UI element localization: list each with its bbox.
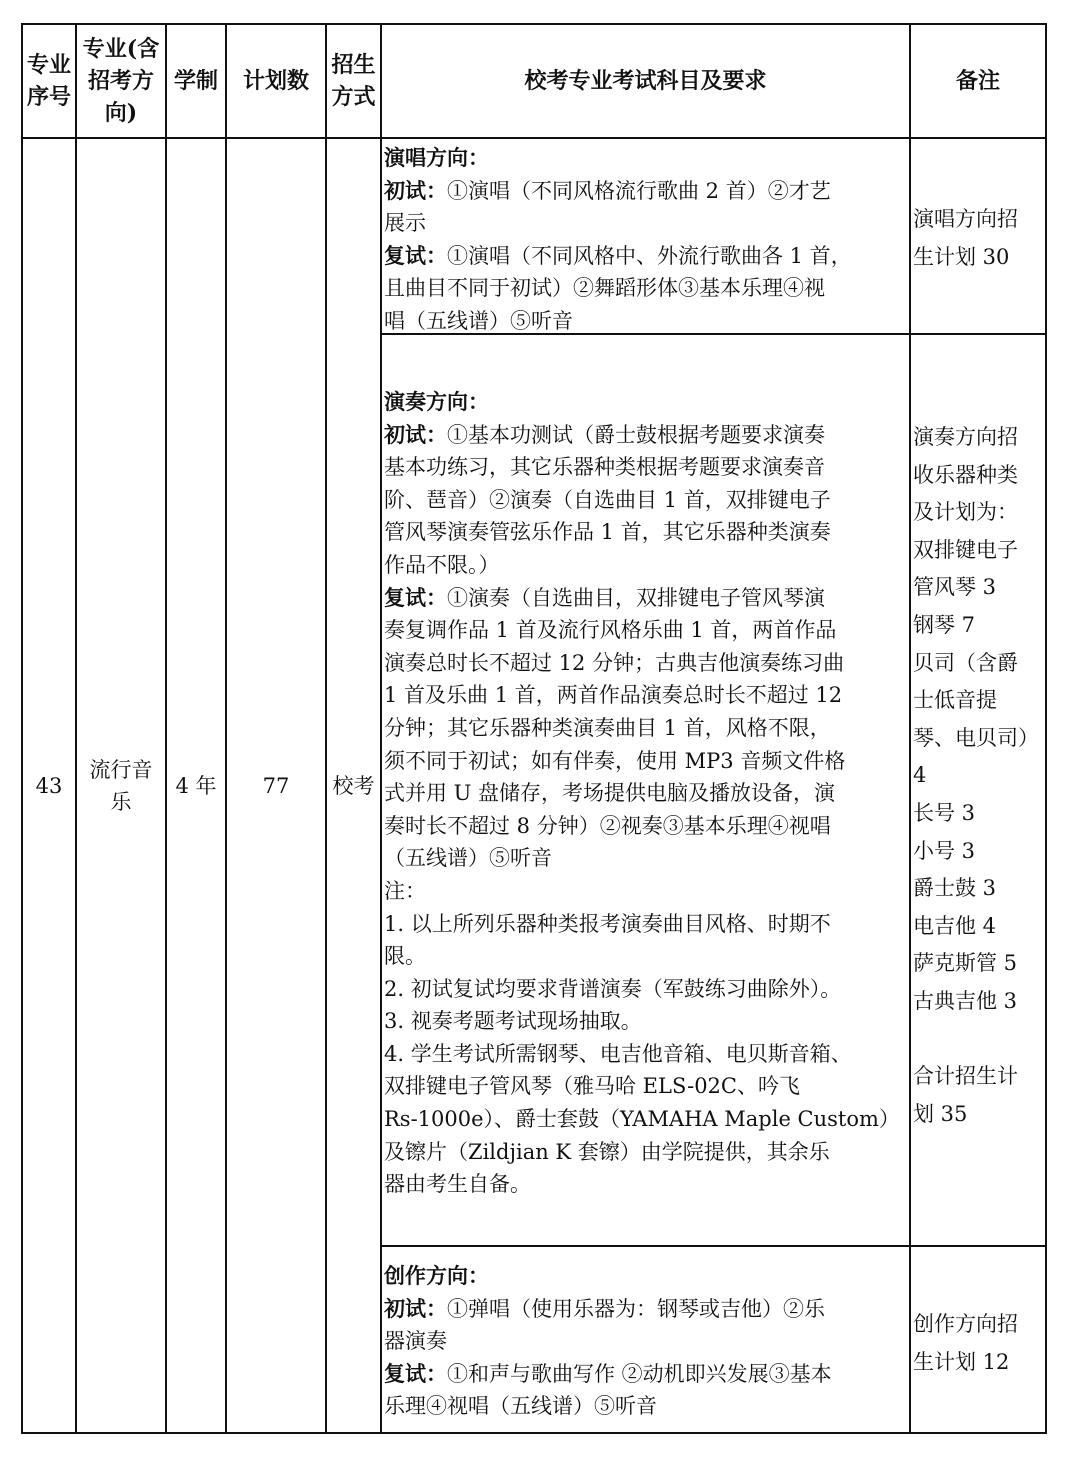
requirement-line: [384, 614, 900, 647]
requirement-line: [384, 484, 900, 517]
requirement-line: [384, 240, 852, 273]
requirement-text: 注：: [384, 878, 426, 903]
requirement-line: [384, 973, 900, 1006]
requirement-line: [384, 305, 852, 338]
requirement-label: 复试：: [384, 584, 447, 610]
requirement-text: 限。: [384, 944, 426, 969]
singing-remarks: [913, 201, 1018, 276]
requirement-text: 作品不限。）: [384, 552, 500, 577]
requirement-line: [384, 207, 852, 240]
remark-line: 贝司（含爵: [913, 650, 1018, 675]
requirement-text: 1. 以上所列乐器种类报考演奏曲目风格、时期不: [384, 911, 831, 936]
requirement-text: 2. 初试复试均要求背谱演奏（军鼓练习曲除外）。: [384, 976, 842, 1001]
header-text: 招生: [331, 52, 376, 78]
col-line: [1045, 23, 1047, 1434]
requirement-text: 及镲片（Zildjian K 套镲）由学院提供，其余乐: [384, 1139, 830, 1164]
requirement-text: 器演奏: [384, 1329, 447, 1354]
remark-line: 生计划 30: [913, 244, 1010, 269]
requirement-text: 式并用 U 盘储存，考场提供电脑及播放设备，演: [384, 781, 836, 806]
section-divider: [381, 1245, 1047, 1247]
requirement-line: [384, 940, 900, 973]
requirement-text: ①演奏（自选曲目，双排键电子管风琴演: [447, 585, 825, 610]
requirement-line: [384, 549, 900, 582]
requirement-line: [384, 842, 900, 875]
requirement-text: 器由考生自备。: [384, 1172, 531, 1197]
requirement-text: ①基本功测试（爵士鼓根据考题要求演奏: [447, 422, 825, 447]
remark-line: 电吉他 4: [913, 913, 997, 938]
requirement-text: Rs-1000e）、爵士套鼓（YAMAHA Maple Custom）: [384, 1107, 900, 1132]
requirement-line: [384, 745, 900, 778]
requirement-text: （五线谱）⑤听音: [384, 846, 552, 871]
requirement-line: [384, 1358, 832, 1391]
remark-line: 及计划为：: [913, 500, 1018, 525]
requirement-line: [384, 386, 900, 419]
remark-line: 双排键电子: [913, 537, 1018, 562]
requirement-text: 唱（五线谱）⑤听音: [384, 308, 573, 333]
requirement-label: 演唱方向：: [384, 145, 489, 170]
requirement-text: 且曲目不同于初试）②舞蹈形体③基本乐理④视: [384, 276, 825, 301]
requirement-line: [384, 679, 900, 712]
remark-line: [913, 1021, 1039, 1059]
header-method: [327, 25, 380, 137]
header-major: [77, 25, 165, 137]
plan-value: 77: [262, 773, 290, 798]
requirement-line: [384, 142, 852, 175]
requirement-line: [384, 582, 900, 615]
requirement-line: [384, 451, 900, 484]
requirement-line: [384, 647, 900, 680]
header-text: 计划数: [242, 68, 309, 94]
table-border-bottom: [21, 1432, 1047, 1434]
seq-value: 43: [35, 773, 63, 798]
method-value: 校考: [332, 773, 375, 798]
requirement-text: 阶、琶音）②演奏（自选曲目 1 首，双排键电子: [384, 487, 831, 512]
requirement-line: [384, 1038, 900, 1071]
remark-line: 琴、电贝司）: [913, 725, 1039, 750]
header-text: 序号: [26, 84, 71, 110]
header-text: 专业(含: [82, 36, 160, 62]
remark-line: 萨克斯管 5: [913, 951, 1018, 976]
remark-line: 划 35: [913, 1101, 968, 1126]
requirement-text: 4. 学生考试所需钢琴、电吉他音箱、电贝斯音箱、: [384, 1041, 852, 1066]
requirement-line: [384, 810, 900, 843]
header-remarks: [911, 25, 1045, 137]
requirement-line: [384, 712, 900, 745]
row-method: [327, 139, 380, 1432]
header-text: 招考方: [87, 68, 154, 94]
requirement-line: [384, 1136, 900, 1169]
requirement-label: 复试：: [384, 242, 447, 268]
requirement-text: 管风琴演奏管弦乐作品 1 首，其它乐器种类演奏: [384, 520, 831, 545]
requirement-text: 双排键电子管风琴（雅马哈 ELS-02C、吟飞: [384, 1074, 800, 1099]
remark-line: 演唱方向招: [913, 207, 1018, 231]
remark-line: 长号 3: [913, 800, 976, 825]
requirement-line: [384, 1168, 900, 1201]
requirement-text: 奏复调作品 1 首及流行风格乐曲 1 首，两首作品: [384, 618, 837, 643]
row-seq: [23, 139, 75, 1432]
header-duration: [167, 25, 225, 137]
requirement-label: 演奏方向：: [384, 389, 489, 414]
row-plan: [227, 139, 325, 1432]
requirement-text: 1 首及乐曲 1 首，两首作品演奏总时长不超过 12: [384, 683, 843, 708]
header-requirements: [382, 25, 909, 137]
header-seq: [23, 25, 75, 137]
requirement-line: [384, 1005, 900, 1038]
header-text: 方式: [331, 84, 376, 110]
remark-line: 生计划 12: [913, 1349, 1010, 1374]
remark-line: 钢琴 7: [913, 612, 976, 637]
col-line: [380, 23, 382, 1434]
remark-line: 古典吉他 3: [913, 988, 1018, 1013]
requirement-label: 初试：: [384, 421, 447, 447]
remark-line: 演奏方向招: [913, 425, 1018, 449]
requirement-text: 奏时长不超过 8 分钟）②视奏③基本乐理④视唱: [384, 813, 831, 838]
header-text: 向): [104, 100, 138, 126]
composition-requirements: [384, 1260, 832, 1423]
remark-line: 创作方向招: [913, 1312, 1018, 1336]
header-plan: [227, 25, 325, 137]
requirement-line: [384, 1293, 832, 1326]
major-value: 乐: [110, 789, 132, 814]
requirement-text: 3. 视奏考题考试现场抽取。: [384, 1009, 642, 1034]
requirement-text: 展示: [384, 211, 426, 236]
requirement-line: [384, 1390, 832, 1423]
requirement-label: 初试：: [384, 1295, 447, 1321]
requirement-line: [384, 875, 900, 908]
header-text: 校考专业考试科目及要求: [524, 68, 767, 94]
col-line: [909, 23, 911, 1434]
requirement-text: ①和声与歌曲写作 ②动机即兴发展③基本: [447, 1361, 832, 1386]
major-value: 流行音: [89, 757, 153, 782]
requirement-line: [384, 1260, 832, 1293]
header-text: 专业: [26, 52, 71, 78]
requirement-label: 创作方向：: [384, 1263, 489, 1288]
header-text: 备注: [955, 68, 1000, 94]
requirement-line: [384, 419, 900, 452]
remark-line: 小号 3: [913, 838, 976, 863]
header-text: 学制: [173, 68, 218, 94]
requirement-line: [384, 1325, 832, 1358]
requirement-text: ①演唱（不同风格流行歌曲 2 首）②才艺: [447, 178, 831, 203]
performance-requirements: [384, 386, 900, 1201]
composition-remarks: [913, 1306, 1018, 1381]
remark-line: 合计招生计: [913, 1064, 1018, 1089]
performance-remarks: [913, 419, 1039, 1133]
requirement-line: [384, 1070, 900, 1103]
requirement-line: [384, 175, 852, 208]
requirement-text: 基本功练习，其它乐器种类根据考题要求演奏音: [384, 455, 825, 480]
requirement-text: 分钟；其它乐器种类演奏曲目 1 首，风格不限，: [384, 715, 831, 740]
requirement-line: [384, 777, 900, 810]
duration-value: 4 年: [175, 773, 217, 798]
row-duration: [167, 139, 225, 1432]
remark-line: 4: [913, 763, 927, 788]
remark-line: 爵士鼓 3: [913, 876, 997, 901]
requirement-line: [384, 516, 900, 549]
row-major: [77, 139, 165, 1432]
remark-line: 士低音提: [913, 688, 997, 713]
requirement-text: ①弹唱（使用乐器为：钢琴或吉他）②乐: [447, 1296, 825, 1321]
requirement-text: 乐理④视唱（五线谱）⑤听音: [384, 1394, 657, 1419]
requirement-text: 须不同于初试；如有伴奏，使用 MP3 音频文件格: [384, 748, 846, 773]
requirement-line: [384, 272, 852, 305]
requirement-label: 复试：: [384, 1360, 447, 1386]
requirement-line: [384, 908, 900, 941]
singing-requirements: [384, 142, 852, 338]
requirement-label: 初试：: [384, 177, 447, 203]
remark-line: 管风琴 3: [913, 575, 997, 600]
requirement-line: [384, 1103, 900, 1136]
requirement-text: ①演唱（不同风格中、外流行歌曲各 1 首，: [447, 243, 852, 268]
requirement-text: 演奏总时长不超过 12 分钟；古典吉他演奏练习曲: [384, 650, 845, 675]
remark-line: 收乐器种类: [913, 462, 1018, 487]
